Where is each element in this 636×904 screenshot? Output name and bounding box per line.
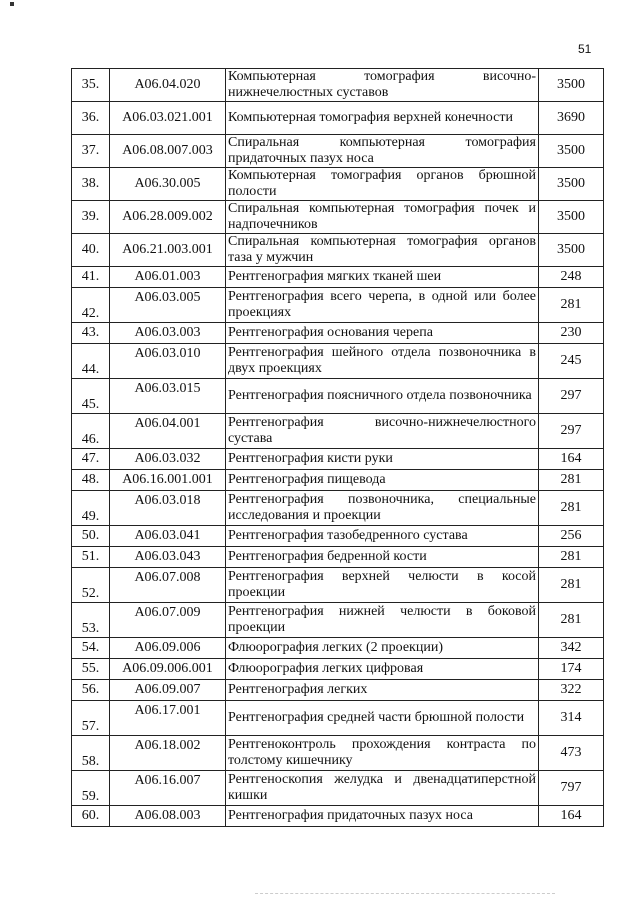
- row-number-cell: 59.: [72, 771, 110, 806]
- table-row: [72, 449, 604, 470]
- row-number-cell: 55.: [72, 659, 110, 680]
- service-code-cell: A06.03.018: [110, 491, 226, 526]
- service-code-cell: A06.17.001: [110, 701, 226, 736]
- service-code-cell: A06.03.003: [110, 323, 226, 344]
- price-cell: 3690: [539, 102, 604, 135]
- service-code-cell: A06.08.003: [110, 806, 226, 827]
- row-number-cell: 38.: [72, 168, 110, 201]
- row-number-cell: 35.: [72, 69, 110, 102]
- table-row: [72, 526, 604, 547]
- row-number-cell: 57.: [72, 701, 110, 736]
- table-row: [72, 414, 604, 449]
- row-number-cell: 37.: [72, 135, 110, 168]
- service-name-cell: Спиральная компьютерная томография придаточных пазух носа: [226, 135, 539, 168]
- service-name-cell: Спиральная компьютерная томография почек и надпочечников: [226, 201, 539, 234]
- row-number-cell: 47.: [72, 449, 110, 470]
- service-code-cell: A06.01.003: [110, 267, 226, 288]
- price-cell: 297: [539, 414, 604, 449]
- table-row: [72, 323, 604, 344]
- table-row: [72, 135, 604, 168]
- row-number-cell: 45.: [72, 379, 110, 414]
- table-row: [72, 806, 604, 827]
- price-cell: 164: [539, 806, 604, 827]
- service-name-cell: Флюорография легких цифровая: [226, 659, 539, 680]
- price-cell: 3500: [539, 69, 604, 102]
- table-row: [72, 680, 604, 701]
- service-name-cell: Рентгенография кисти руки: [226, 449, 539, 470]
- price-cell: 174: [539, 659, 604, 680]
- service-code-cell: A06.08.007.003: [110, 135, 226, 168]
- table-row: [72, 201, 604, 234]
- service-code-cell: A06.30.005: [110, 168, 226, 201]
- table-row: [72, 267, 604, 288]
- table-row: [72, 168, 604, 201]
- service-name-cell: Рентгенография придаточных пазух носа: [226, 806, 539, 827]
- service-name-cell: Рентгенография позвоночника, специальные исследования и проекции: [226, 491, 539, 526]
- row-number-cell: 58.: [72, 736, 110, 771]
- page-number: 51: [578, 42, 592, 56]
- price-cell: 164: [539, 449, 604, 470]
- service-name-cell: Компьютерная томография верхней конечности: [226, 102, 539, 135]
- price-cell: 281: [539, 547, 604, 568]
- price-cell: 322: [539, 680, 604, 701]
- service-code-cell: A06.07.009: [110, 603, 226, 638]
- table-row: [72, 470, 604, 491]
- service-code-cell: A06.09.006: [110, 638, 226, 659]
- price-cell: 3500: [539, 168, 604, 201]
- service-name-cell: Рентгенография височно-нижнечелюстного сустава: [226, 414, 539, 449]
- service-code-cell: A06.07.008: [110, 568, 226, 603]
- service-code-cell: A06.03.010: [110, 344, 226, 379]
- row-number-cell: 39.: [72, 201, 110, 234]
- price-cell: 3500: [539, 135, 604, 168]
- service-code-cell: A06.03.021.001: [110, 102, 226, 135]
- price-cell: 3500: [539, 234, 604, 267]
- service-name-cell: Рентгенография средней части брюшной полости: [226, 701, 539, 736]
- service-name-cell: Рентгенография шейного отдела позвоночника в двух проекциях: [226, 344, 539, 379]
- service-code-cell: A06.03.015: [110, 379, 226, 414]
- row-number-cell: 54.: [72, 638, 110, 659]
- table-row: [72, 568, 604, 603]
- row-number-cell: 49.: [72, 491, 110, 526]
- service-name-cell: Флюорография легких (2 проекции): [226, 638, 539, 659]
- price-cell: 797: [539, 771, 604, 806]
- table-row: [72, 659, 604, 680]
- table-row: [72, 701, 604, 736]
- row-number-cell: 44.: [72, 344, 110, 379]
- row-number-cell: 51.: [72, 547, 110, 568]
- price-cell: 245: [539, 344, 604, 379]
- service-code-cell: A06.21.003.001: [110, 234, 226, 267]
- service-name-cell: Спиральная компьютерная томография органов таза у мужчин: [226, 234, 539, 267]
- price-cell: 281: [539, 470, 604, 491]
- row-number-cell: 36.: [72, 102, 110, 135]
- row-number-cell: 52.: [72, 568, 110, 603]
- service-name-cell: Рентгенография мягких тканей шеи: [226, 267, 539, 288]
- service-name-cell: Рентгенография основания черепа: [226, 323, 539, 344]
- service-code-cell: A06.03.043: [110, 547, 226, 568]
- table-row: [72, 379, 604, 414]
- service-name-cell: Компьютерная томография органов брюшной полости: [226, 168, 539, 201]
- table-row: [72, 771, 604, 806]
- row-number-cell: 48.: [72, 470, 110, 491]
- price-cell: 281: [539, 603, 604, 638]
- table-row: [72, 491, 604, 526]
- service-name-cell: Рентгенография легких: [226, 680, 539, 701]
- service-code-cell: A06.16.001.001: [110, 470, 226, 491]
- service-code-cell: A06.03.005: [110, 288, 226, 323]
- row-number-cell: 43.: [72, 323, 110, 344]
- table-body: [72, 69, 604, 827]
- row-number-cell: 40.: [72, 234, 110, 267]
- table-row: [72, 102, 604, 135]
- service-code-cell: A06.03.032: [110, 449, 226, 470]
- service-name-cell: Рентгенография бедренной кости: [226, 547, 539, 568]
- price-cell: 248: [539, 267, 604, 288]
- price-table: [71, 68, 604, 827]
- scan-mark: [10, 2, 14, 6]
- table-row: [72, 344, 604, 379]
- service-code-cell: A06.18.002: [110, 736, 226, 771]
- service-code-cell: A06.09.006.001: [110, 659, 226, 680]
- price-cell: 3500: [539, 201, 604, 234]
- row-number-cell: 46.: [72, 414, 110, 449]
- table-row: [72, 288, 604, 323]
- row-number-cell: 41.: [72, 267, 110, 288]
- price-cell: 314: [539, 701, 604, 736]
- service-code-cell: A06.09.007: [110, 680, 226, 701]
- table-row: [72, 234, 604, 267]
- service-name-cell: Рентгенография пищевода: [226, 470, 539, 491]
- price-cell: 230: [539, 323, 604, 344]
- price-cell: 473: [539, 736, 604, 771]
- price-cell: 281: [539, 288, 604, 323]
- price-cell: 281: [539, 491, 604, 526]
- table-row: [72, 603, 604, 638]
- table-row: [72, 547, 604, 568]
- scan-artifact-line: [255, 893, 555, 894]
- service-name-cell: Рентгенография верхней челюсти в косой проекции: [226, 568, 539, 603]
- service-name-cell: Рентгенография поясничного отдела позвоночника: [226, 379, 539, 414]
- service-name-cell: Рентгеноскопия желудка и двенадцатиперстной кишки: [226, 771, 539, 806]
- row-number-cell: 42.: [72, 288, 110, 323]
- service-code-cell: A06.04.001: [110, 414, 226, 449]
- row-number-cell: 50.: [72, 526, 110, 547]
- row-number-cell: 60.: [72, 806, 110, 827]
- service-code-cell: A06.16.007: [110, 771, 226, 806]
- service-name-cell: Рентгенография нижней челюсти в боковой проекции: [226, 603, 539, 638]
- price-cell: 342: [539, 638, 604, 659]
- service-name-cell: Компьютерная томография височно-нижнечелюстных суставов: [226, 69, 539, 102]
- service-code-cell: A06.04.020: [110, 69, 226, 102]
- price-cell: 256: [539, 526, 604, 547]
- price-cell: 297: [539, 379, 604, 414]
- row-number-cell: 53.: [72, 603, 110, 638]
- row-number-cell: 56.: [72, 680, 110, 701]
- price-cell: 281: [539, 568, 604, 603]
- service-code-cell: A06.03.041: [110, 526, 226, 547]
- service-name-cell: Рентгеноконтроль прохождения контраста по толстому кишечнику: [226, 736, 539, 771]
- table-row: [72, 638, 604, 659]
- table-row: [72, 69, 604, 102]
- service-name-cell: Рентгенография всего черепа, в одной или более проекциях: [226, 288, 539, 323]
- service-name-cell: Рентгенография тазобедренного сустава: [226, 526, 539, 547]
- table-row: [72, 736, 604, 771]
- service-code-cell: A06.28.009.002: [110, 201, 226, 234]
